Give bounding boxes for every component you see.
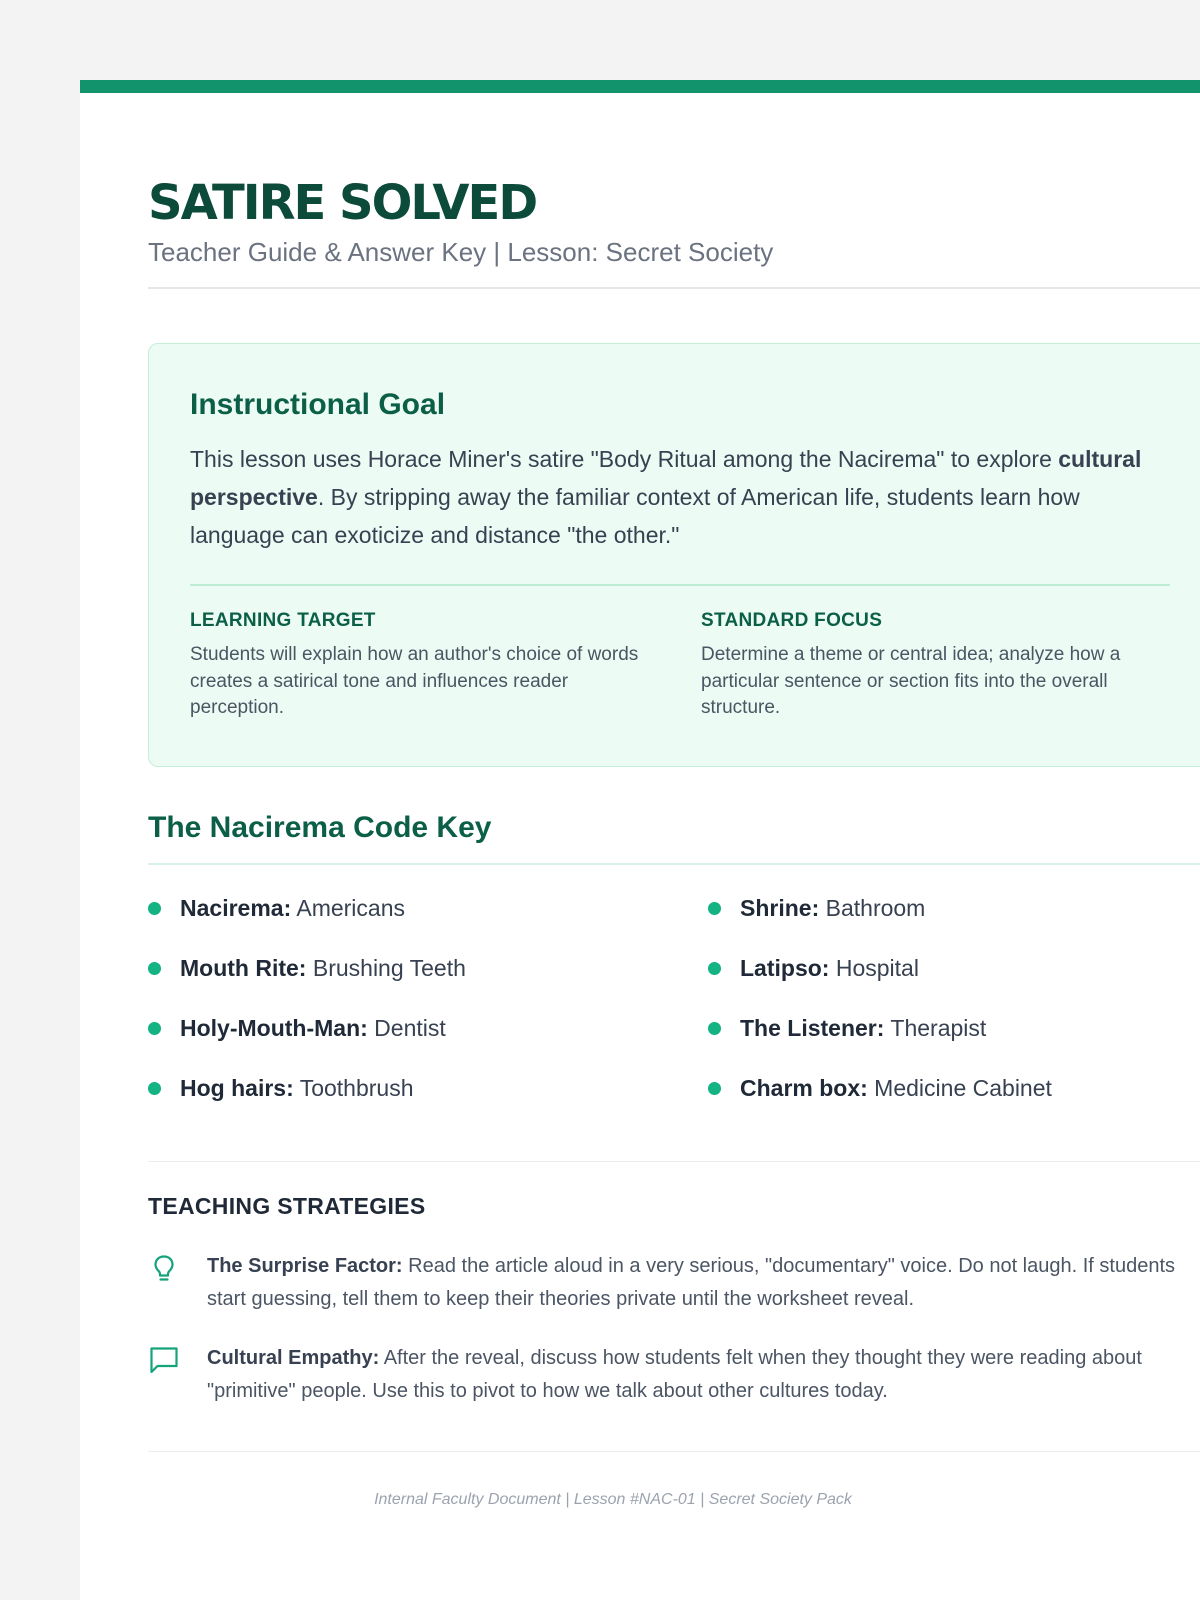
strategy-text: [207, 1342, 1200, 1408]
code-meaning: Bathroom: [819, 895, 926, 921]
bullet-icon: [708, 902, 721, 915]
strategy-label: The Surprise Factor:: [207, 1255, 403, 1277]
learning-target: [190, 610, 650, 722]
chat-bubble-icon: [148, 1344, 180, 1376]
strategy-body: After the reveal, discuss how students felt when they thought they were reading about "primitive" people. Use this to pivot to how we talk about other cultures today.: [207, 1347, 1142, 1402]
bullet-icon: [708, 1022, 721, 1035]
code-key-title: The Nacirema Code Key: [148, 811, 492, 844]
goal-heading: Instructional Goal: [190, 388, 446, 421]
code-meaning: Hospital: [829, 955, 919, 981]
strategy-text: [207, 1250, 1200, 1316]
code-term: Hog hairs:: [180, 1075, 294, 1101]
code-meaning: Dentist: [367, 1015, 446, 1041]
code-key-divider: [148, 863, 1200, 865]
code-meaning: Medicine Cabinet: [867, 1075, 1052, 1101]
code-term: Latipso:: [740, 955, 830, 981]
goal-description: [190, 440, 1170, 554]
goal-divider: [190, 584, 1170, 586]
goal-text-before: This lesson uses Horace Miner's satire "Body Ritual among the Nacirema" to explore: [190, 446, 1059, 472]
learning-target-heading: LEARNING TARGET: [190, 610, 376, 631]
bullet-icon: [708, 962, 721, 975]
page-title: SATIRE SOLVED: [148, 175, 537, 231]
code-term: Charm box:: [740, 1075, 868, 1101]
goal-text-after: . By stripping away the familiar context of American life, students learn how language can exoticize and distance "the other.": [190, 484, 1080, 548]
instructional-goal-card: [148, 343, 1200, 767]
strategy-body: Read the article aloud in a very serious, "documentary" voice. Do not laugh. If students start guessing, tell them to keep their theories private until the worksheet reveal.: [207, 1255, 1176, 1310]
code-term: Mouth Rite:: [180, 955, 307, 981]
teaching-strategies-title: TEACHING STRATEGIES: [148, 1193, 426, 1219]
page-subtitle: Teacher Guide & Answer Key | Lesson: Secret Society: [148, 237, 774, 267]
goal-text-bold: cultural perspective: [190, 446, 1142, 510]
code-term: Holy-Mouth-Man:: [180, 1015, 368, 1041]
header-divider: [148, 287, 1200, 289]
bullet-icon: [148, 902, 161, 915]
standard-focus: [701, 610, 1161, 722]
page-footer: Internal Faculty Document | Lesson #NAC-01 | Secret Society Pack: [374, 1491, 852, 1508]
bullet-icon: [148, 1082, 161, 1095]
standard-focus-heading: STANDARD FOCUS: [701, 610, 883, 631]
strategy-label: Cultural Empathy:: [207, 1347, 380, 1369]
standard-focus-text: Determine a theme or central idea; analyze how a particular sentence or section fits into the overall structure.: [701, 644, 1121, 718]
bullet-icon: [148, 1022, 161, 1035]
document-page: [80, 80, 1200, 1600]
code-term: The Listener:: [740, 1015, 885, 1041]
code-meaning: Americans: [291, 895, 405, 921]
code-meaning: Toothbrush: [293, 1075, 414, 1101]
footer-divider: [148, 1451, 1200, 1452]
code-term: Nacirema:: [180, 895, 292, 921]
code-term: Shrine:: [740, 895, 820, 921]
section-divider: [148, 1161, 1200, 1162]
bullet-icon: [148, 962, 161, 975]
code-meaning: Brushing Teeth: [306, 955, 466, 981]
learning-target-text: Students will explain how an author's choice of words creates a satirical tone and influences reader perception.: [190, 644, 639, 718]
lightbulb-icon: [148, 1252, 180, 1284]
bullet-icon: [708, 1082, 721, 1095]
code-meaning: Therapist: [884, 1015, 987, 1041]
